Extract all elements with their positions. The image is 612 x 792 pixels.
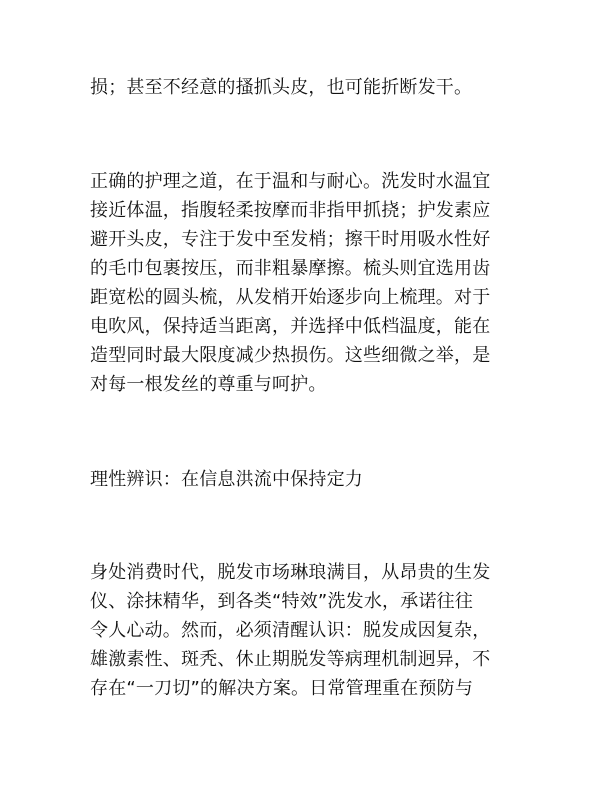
section-heading: 理性辨识：在信息洪流中保持定力 — [90, 469, 363, 490]
paragraph-line: 对每一根发丝的尊重与呵护。 — [90, 374, 327, 395]
paragraph-line: 损；甚至不经意的搔抓头皮，也可能折断发干。 — [90, 77, 473, 98]
paragraph-line: 正确的护理之道，在于温和与耐心。洗发时水温宜 — [90, 171, 491, 192]
paragraph-line: 电吹风，保持适当距离，并选择中低档温度，能在 — [90, 316, 491, 337]
paragraph-line: 距宽松的圆头梳，从发梢开始逐步向上梳理。对于 — [90, 287, 491, 308]
paragraph-line: 造型同时最大限度减少热损伤。这些细微之举，是 — [90, 345, 491, 366]
paragraph-line: 令人心动。然而，必须清醒认识：脱发成因复杂， — [90, 620, 491, 641]
paragraph-line: 的毛巾包裹按压，而非粗暴摩擦。梳头则宜选用齿 — [90, 258, 491, 279]
paragraph-line: 接近体温，指腹轻柔按摩而非指甲抓挠；护发素应 — [90, 200, 491, 221]
paragraph-line: 仪、涂抹精华，到各类“特效”洗发水，承诺往往 — [90, 591, 474, 612]
paragraph-line: 避开头皮，专注于发中至发梢；擦干时用吸水性好 — [90, 229, 491, 250]
paragraph-line: 身处消费时代，脱发市场琳琅满目，从昂贵的生发 — [90, 562, 491, 583]
paragraph-line: 雄激素性、斑秃、休止期脱发等病理机制迥异，不 — [90, 649, 491, 670]
paragraph-line: 存在“一刀切”的解决方案。日常管理重在预防与 — [90, 678, 474, 699]
